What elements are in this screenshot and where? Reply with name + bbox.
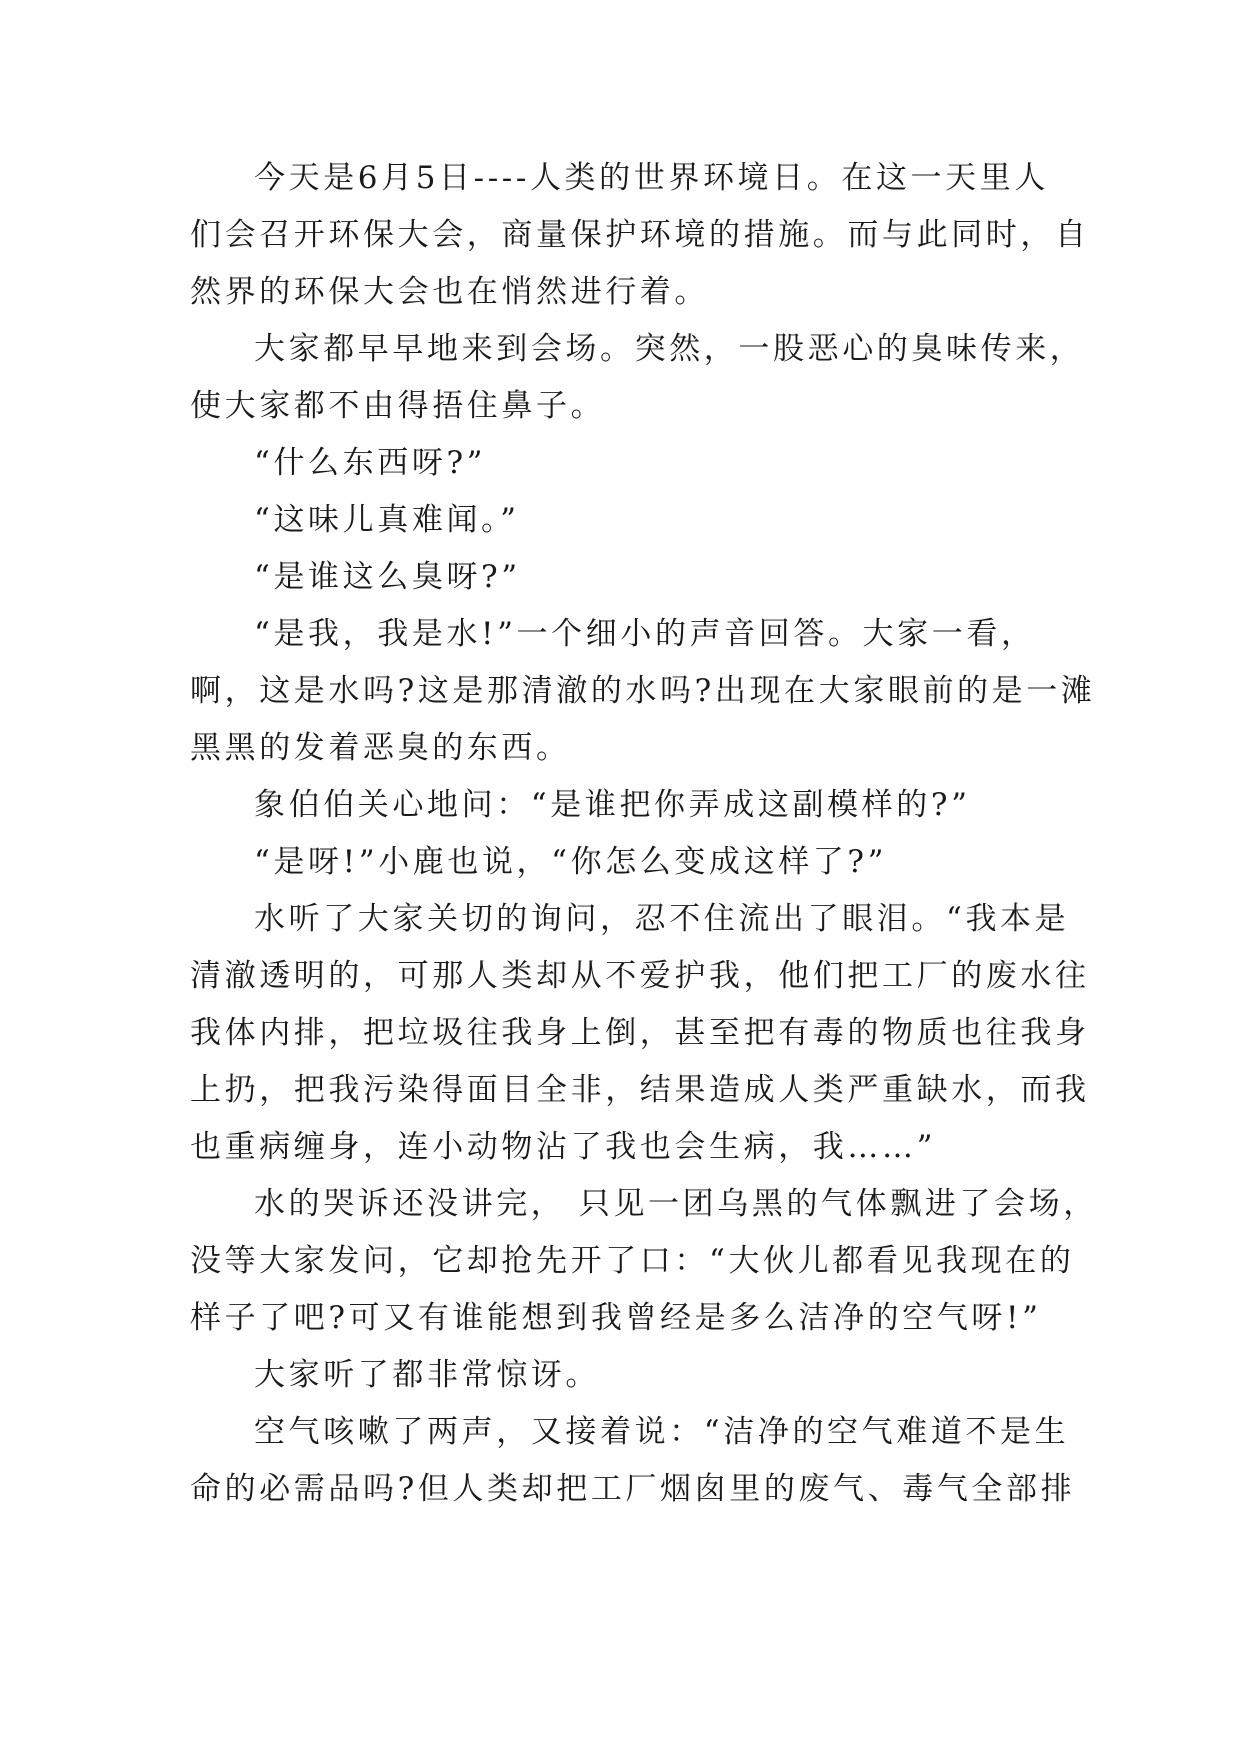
text-line: 水听了大家关切的询问，忍不住流出了眼泪。“我本是 (254, 901, 1070, 937)
text-line: 大家听了都非常惊讶。 (254, 1357, 600, 1393)
text-line: 水的哭诉还没讲完， 只见一团乌黑的气体飘进了会场， (254, 1186, 1098, 1222)
text-line: “这味儿真难闻。” (254, 502, 520, 538)
text-line: 使大家都不由得捂住鼻子。 (190, 388, 606, 424)
text-line: 清澈透明的，可那人类却从不爱护我，他们把工厂的废水往 (190, 958, 1090, 994)
text-line: 我体内排，把垃圾往我身上倒，甚至把有毒的物质也往我身 (190, 1015, 1090, 1051)
text-line: 今天是6月5日----人类的世界环境日。在这一天里人 (254, 160, 1049, 196)
text-line: 没等大家发问，它却抢先开了口：“大伙儿都看见我现在的 (190, 1243, 1075, 1279)
text-line: “是谁这么臭呀?” (254, 559, 521, 595)
text-line: 象伯伯关心地问：“是谁把你弄成这副模样的?” (254, 787, 971, 823)
text-line: “什么东西呀?” (254, 445, 487, 481)
text-line: “是我，我是水!”一个细小的声音回答。大家一看， (254, 616, 1036, 652)
text-line: 空气咳嗽了两声，又接着说：“洁净的空气难道不是生 (254, 1414, 1070, 1450)
text-line: 也重病缠身，连小动物沾了我也会生病，我……” (190, 1129, 937, 1165)
text-line: 啊，这是水吗?这是那清澈的水吗?出现在大家眼前的是一滩 (190, 673, 1096, 709)
text-line: 然界的环保大会也在悄然进行着。 (190, 274, 709, 310)
text-line: 样子了吧?可又有谁能想到我曾经是多么洁净的空气呀!” (190, 1300, 1042, 1336)
text-line: “是呀!”小鹿也说，“你怎么变成这样了?” (254, 844, 888, 880)
text-line: 们会召开环保大会，商量保护环境的措施。而与此同时，自 (190, 217, 1090, 253)
text-line: 命的必需品吗?但人类却把工厂烟囱里的废气、毒气全部排 (190, 1471, 1076, 1507)
text-line: 大家都早早地来到会场。突然，一股恶心的臭味传来， (254, 331, 1085, 367)
text-line: 黑黑的发着恶臭的东西。 (190, 730, 571, 766)
text-line: 上扔，把我污染得面目全非，结果造成人类严重缺水，而我 (190, 1072, 1090, 1108)
